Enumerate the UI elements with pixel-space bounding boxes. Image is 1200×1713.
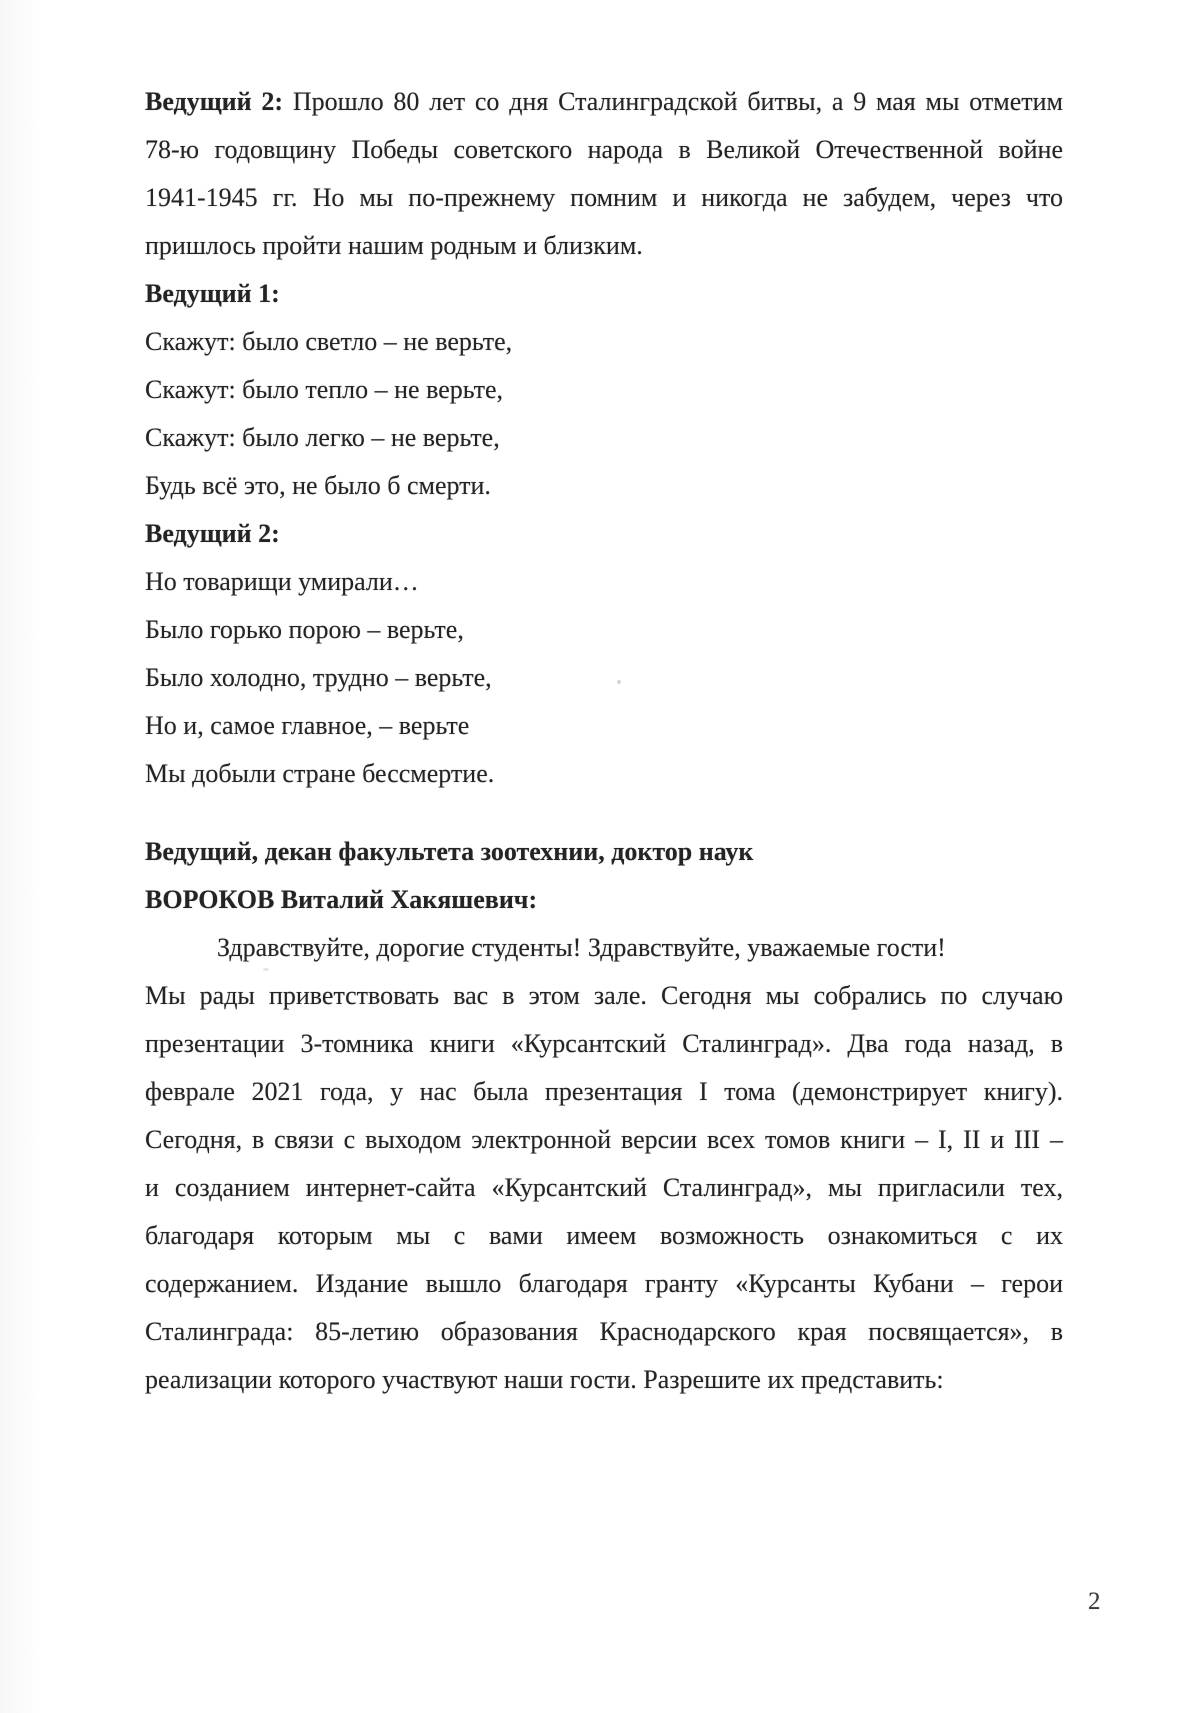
poem1-line-4: Будь всё это, не было б смерти. [145, 471, 491, 500]
speech-line-3: презентации 3-томника книги «Курсантский Сталинград». Два года назад, в [145, 1029, 1063, 1058]
speech-line-1: Здравствуйте, дорогие студенты! Здравствуйте, уважаемые гости! [217, 933, 946, 962]
page-number: 2 [1088, 1588, 1101, 1615]
poem1-line-2: Скажут: было тепло – не верьте, [145, 375, 504, 404]
poem2-line-5: Мы добыли стране бессмертие. [145, 759, 495, 788]
speech-line-6: и созданием интернет-сайта «Курсантский Сталинград», мы пригласили тех, [145, 1173, 1063, 1202]
para1-line-1 [145, 78, 1063, 126]
heading-vedushchiy-2: Ведущий 2: [145, 519, 280, 548]
poem2-line-1: Но товарищи умирали… [145, 567, 419, 596]
para1-line-2: 78-ю годовщину Победы советского народа в Великой Отечественной войне [145, 135, 1063, 164]
speech-line-4: феврале 2021 года, у нас была презентация I тома (демонстрирует книгу). [145, 1077, 1063, 1106]
document-text-block [145, 78, 1063, 1404]
poem2-line-4: Но и, самое главное, – верьте [145, 711, 470, 740]
speaker-label-vedushchiy-2: Ведущий 2: [145, 87, 284, 116]
speech-line-7: благодаря которым мы с вами имеем возможность ознакомиться с их [145, 1221, 1063, 1250]
speech-line-8: содержанием. Издание вышло благодаря гранту «Курсанты Кубани – герои [145, 1269, 1063, 1298]
speaker-title-line: Ведущий, декан факультета зоотехнии, доктор наук [145, 837, 754, 866]
heading-vedushchiy-1: Ведущий 1: [145, 279, 280, 308]
poem2-line-3: Было холодно, трудно – верьте, [145, 663, 492, 692]
speaker-name-line: ВОРОКОВ Виталий Хакяшевич: [145, 885, 538, 914]
speech-line-5: Сегодня, в связи с выходом электронной версии всех томов книги – I, II и III – [145, 1125, 1063, 1154]
poem1-line-1: Скажут: было светло – не верьте, [145, 327, 513, 356]
para1-line-4: пришлось пройти нашим родным и близким. [145, 231, 643, 260]
poem2-line-2: Было горько порою – верьте, [145, 615, 464, 644]
speech-line-9: Сталинграда: 85-летию образования Краснодарского края посвящается», в [145, 1317, 1063, 1346]
poem1-line-3: Скажут: было легко – не верьте, [145, 423, 500, 452]
speech-line-10: реализации которого участвуют наши гости. Разрешите их представить: [145, 1365, 944, 1394]
para1-line-3: 1941-1945 гг. Но мы по-прежнему помним и никогда не забудем, через что [145, 183, 1063, 212]
scan-speck [263, 968, 269, 971]
para1-line-1-text: Прошло 80 лет со дня Сталинградской битвы, а 9 мая мы отметим [283, 87, 1064, 116]
scan-speck [617, 680, 621, 684]
speech-line-2: Мы рады приветствовать вас в этом зале. Сегодня мы собрались по случаю [145, 981, 1063, 1010]
